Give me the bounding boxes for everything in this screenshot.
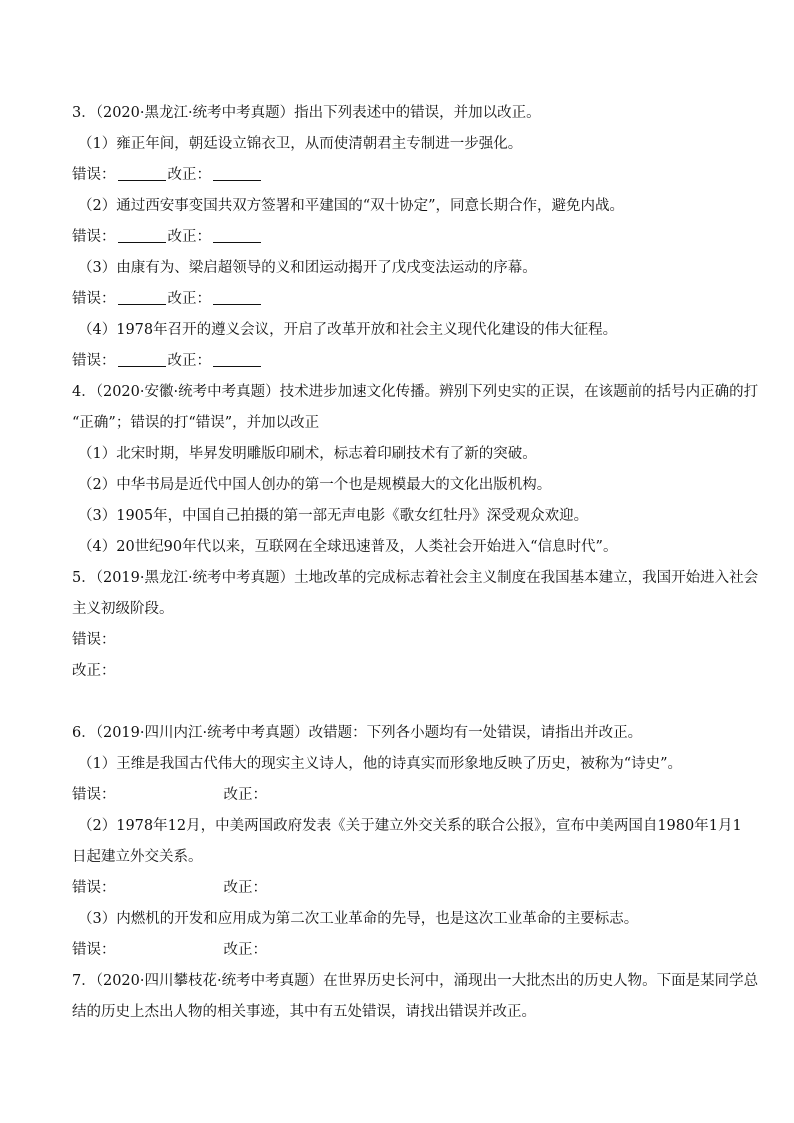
q4-stem-line-2: “正确”；错误的打“错误”，并加以改正 (72, 415, 320, 431)
error-label: 错误： (72, 353, 116, 369)
q6-item-1: （1）王维是我国古代伟大的现实主义诗人，他的诗真实而形象地反映了历史，被称为“诗史”。 (78, 756, 683, 772)
correction-label: 改正： (167, 229, 211, 245)
q3-answer-1 (72, 165, 726, 185)
q7-stem-line-2: 结的历史上杰出人物的相关事迹，其中有五处错误，请找出错误并改正。 (72, 1004, 536, 1020)
answer-blank[interactable] (213, 229, 261, 243)
q4-item-2: （2）中华书局是近代中国人创办的第一个也是规模最大的文化出版机构。 (78, 477, 552, 493)
q3-item-4: （4）1978年召开的遵义会议，开启了改革开放和社会主义现代化建设的伟大征程。 (78, 322, 618, 338)
q6-answer-3 (72, 940, 726, 960)
q4-item-1: （1）北宋时期，毕昇发明雕版印刷术，标志着印刷技术有了新的突破。 (78, 446, 537, 462)
q4-item-4: （4）20世纪90年代以来，互联网在全球迅速普及，人类社会开始进入“信息时代”。 (78, 539, 618, 555)
error-label: 错误： (72, 167, 116, 183)
correction-label: 改正： (167, 353, 211, 369)
correction-label: 改正： (167, 291, 211, 307)
q6-stem: 6．（2019·四川内江·统考中考真题）改错题：下列各小题均有一处错误，请指出并改正。 (72, 725, 643, 741)
q5-error-label: 错误： (72, 632, 116, 648)
q6-item-2-line-2: 日起建立外交关系。 (72, 849, 203, 865)
answer-blank[interactable] (118, 353, 166, 367)
q5-stem-line-1: 5．（2019·黑龙江·统考中考真题）土地改革的完成标志着社会主义制度在我国基本建立，我国开始进入社会 (72, 570, 759, 586)
error-label: 错误： (72, 787, 116, 803)
q3-item-3: （3）由康有为、梁启超领导的义和团运动揭开了戊戌变法运动的序幕。 (78, 260, 537, 276)
answer-blank[interactable] (213, 291, 261, 305)
q5-stem-line-2: 主义初级阶段。 (72, 601, 174, 617)
q5-correction-label: 改正： (72, 663, 116, 679)
q3-stem: 3．（2020·黑龙江·统考中考真题）指出下列表述中的错误，并加以改正。 (72, 105, 541, 121)
q4-item-3: （3）1905年，中国自己拍摄的第一部无声电影《歌女红牡丹》深受观众欢迎。 (78, 508, 589, 524)
q3-item-1: （1）雍正年间，朝廷设立锦衣卫，从而使清朝君主专制进一步强化。 (78, 136, 523, 152)
error-label: 错误： (72, 942, 116, 958)
q3-item-2: （2）通过西安事变国共双方签署和平建国的“双十协定”，同意长期合作，避免内战。 (78, 198, 625, 214)
error-label: 错误： (72, 291, 116, 307)
q7-stem-line-1: 7．（2020·四川攀枝花·统考中考真题）在世界历史长河中，涌现出一大批杰出的历史人物。下面是某同学总 (72, 973, 759, 989)
answer-blank[interactable] (213, 167, 261, 181)
answer-blank[interactable] (118, 167, 166, 181)
q3-answer-3 (72, 289, 726, 309)
correction-label: 改正： (223, 880, 267, 896)
error-label: 错误： (72, 229, 116, 245)
q6-item-3: （3）内燃机的开发和应用成为第二次工业革命的先导，也是这次工业革命的主要标志。 (78, 911, 639, 927)
correction-label: 改正： (223, 942, 267, 958)
q6-answer-2 (72, 878, 726, 898)
error-label: 错误： (72, 880, 116, 896)
answer-blank[interactable] (213, 353, 261, 367)
answer-blank[interactable] (118, 229, 166, 243)
q3-answer-2 (72, 227, 726, 247)
q6-item-2-line-1: （2）1978年12月，中美两国政府发表《关于建立外交关系的联合公报》，宣布中美两国自1980年1月1 (78, 818, 742, 834)
q6-answer-1 (72, 785, 726, 805)
correction-label: 改正： (223, 787, 267, 803)
answer-blank[interactable] (118, 291, 166, 305)
q4-stem-line-1: 4．（2020·安徽·统考中考真题）技术进步加速文化传播。辨别下列史实的正误，在该题前的括号内正确的打 (72, 384, 759, 400)
correction-label: 改正： (167, 167, 211, 183)
q3-answer-4 (72, 351, 726, 371)
